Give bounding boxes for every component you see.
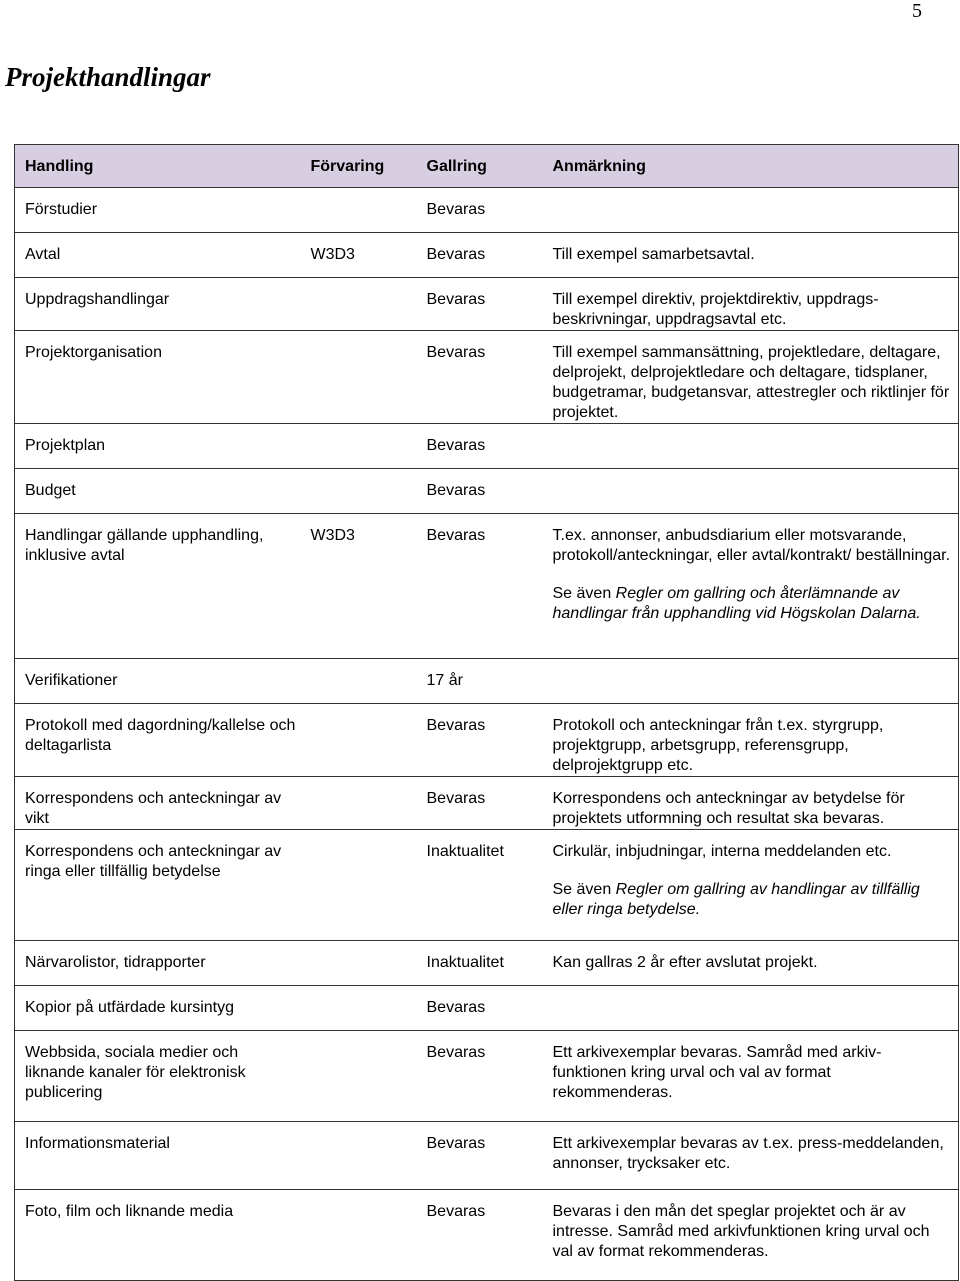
cell-handling xyxy=(15,424,301,469)
header-anmarkning: Anmärkning xyxy=(543,145,959,188)
cell-forvaring-text: W3D3 xyxy=(310,527,355,544)
cell-handling-text: Verifikationer xyxy=(25,672,118,689)
table-row xyxy=(15,514,959,659)
cell-gallring-text: Bevaras xyxy=(426,999,486,1016)
cell-handling-text: Handlingar gällande upphandling, inklusive avtal xyxy=(25,527,264,564)
cell-gallring-text: Bevaras xyxy=(426,437,486,454)
cell-handling xyxy=(15,233,301,278)
cell-anmarkning-text: Ett arkivexemplar bevaras av t.ex. press-meddelanden, annonser, trycksaker etc. xyxy=(552,1135,944,1172)
cell-handling xyxy=(15,830,301,941)
page-number: 5 xyxy=(912,0,922,22)
cell-anmarkning-text: Till exempel samarbetsavtal. xyxy=(552,246,755,263)
cell-anmarkning xyxy=(543,424,959,469)
note-spacer xyxy=(553,566,955,584)
page-title: Projekthandlingar xyxy=(5,62,211,92)
cell-gallring xyxy=(417,1190,543,1281)
cell-anmarkning xyxy=(543,1190,959,1281)
table-row xyxy=(15,233,959,278)
cell-anmarkning xyxy=(543,941,959,986)
records-table xyxy=(14,144,959,1281)
cell-gallring xyxy=(417,1031,543,1122)
cell-gallring xyxy=(417,331,543,424)
cell-anmarkning-text: Ett arkivexemplar bevaras. Samråd med arkiv-funktionen kring urval och val av format rekommenderas. xyxy=(552,1044,882,1101)
cell-handling xyxy=(15,1122,301,1190)
cell-anmarkning xyxy=(543,1122,959,1190)
cell-handling-text: Foto, film och liknande media xyxy=(25,1203,234,1220)
cell-gallring xyxy=(417,469,543,514)
cell-handling xyxy=(15,777,301,830)
cell-handling-text: Webbsida, sociala medier och liknande kanaler för elektronisk publicering xyxy=(25,1044,246,1101)
cell-gallring-text: Inaktualitet xyxy=(426,843,504,860)
table-header-row xyxy=(15,145,959,188)
cell-gallring-text: Bevaras xyxy=(426,1203,486,1220)
cell-handling-text: Projektorganisation xyxy=(25,344,162,361)
cell-anmarkning xyxy=(543,986,959,1031)
see-also-prefix: Se även xyxy=(552,585,616,602)
cell-gallring xyxy=(417,424,543,469)
cell-handling-text: Förstudier xyxy=(25,201,98,218)
cell-anmarkning xyxy=(543,1031,959,1122)
cell-gallring xyxy=(417,278,543,331)
cell-forvaring xyxy=(301,830,417,941)
see-also-note xyxy=(553,880,955,920)
cell-gallring xyxy=(417,777,543,830)
cell-anmarkning xyxy=(543,188,959,233)
see-also-note xyxy=(553,584,955,624)
cell-gallring xyxy=(417,941,543,986)
cell-handling xyxy=(15,469,301,514)
cell-handling xyxy=(15,986,301,1031)
cell-handling-text: Protokoll med dagordning/kallelse och deltagarlista xyxy=(25,717,296,754)
cell-handling xyxy=(15,1031,301,1122)
cell-forvaring xyxy=(301,424,417,469)
cell-anmarkning xyxy=(543,278,959,331)
cell-forvaring xyxy=(301,1031,417,1122)
cell-handling xyxy=(15,188,301,233)
cell-handling xyxy=(15,941,301,986)
cell-forvaring xyxy=(301,1190,417,1281)
cell-gallring-text: Bevaras xyxy=(426,1135,486,1152)
cell-anmarkning-text: Protokoll och anteckningar från t.ex. styrgrupp, projektgrupp, arbetsgrupp, referensgrupp, delprojektgrupp etc. xyxy=(552,717,884,774)
cell-gallring-text: Bevaras xyxy=(426,291,486,308)
table-row xyxy=(15,188,959,233)
header-gallring: Gallring xyxy=(417,145,543,188)
note-spacer xyxy=(553,862,955,880)
cell-handling-text: Korrespondens och anteckningar av ringa eller tillfällig betydelse xyxy=(25,843,282,880)
see-also-prefix: Se även xyxy=(552,881,616,898)
cell-gallring-text: Bevaras xyxy=(426,201,486,218)
cell-anmarkning-text: Till exempel direktiv, projektdirektiv, uppdrags-beskrivningar, uppdragsavtal etc. xyxy=(552,291,879,328)
cell-gallring xyxy=(417,986,543,1031)
cell-handling-text: Korrespondens och anteckningar av vikt xyxy=(25,790,282,827)
cell-handling xyxy=(15,704,301,777)
cell-gallring xyxy=(417,233,543,278)
cell-anmarkning xyxy=(543,830,959,941)
table-row xyxy=(15,331,959,424)
see-also-reference: Regler om gallring av handlingar av tillfällig eller ringa betydelse. xyxy=(552,881,920,918)
cell-handling-text: Projektplan xyxy=(25,437,106,454)
cell-anmarkning xyxy=(543,704,959,777)
cell-handling-text: Kopior på utfärdade kursintyg xyxy=(25,999,235,1016)
cell-anmarkning-text: Till exempel sammansättning, projektledare, deltagare, delprojekt, delprojektledare och deltagare, tidsplaner, budgetramar, budgetansvar, attestregler och riktlinjer för projektet. xyxy=(552,344,950,421)
cell-handling xyxy=(15,659,301,704)
cell-gallring-text: Bevaras xyxy=(426,790,486,807)
cell-gallring xyxy=(417,659,543,704)
cell-handling-text: Avtal xyxy=(25,246,61,263)
table-row xyxy=(15,830,959,941)
cell-forvaring xyxy=(301,659,417,704)
cell-gallring xyxy=(417,704,543,777)
cell-anmarkning-text: Bevaras i den mån det speglar projektet och är av intresse. Samråd med arkivfunktionen kring urval och val av format rekommenderas. xyxy=(552,1203,930,1260)
cell-gallring-text: Bevaras xyxy=(426,482,486,499)
cell-forvaring xyxy=(301,1122,417,1190)
table-row xyxy=(15,1122,959,1190)
header-forvaring: Förvaring xyxy=(301,145,417,188)
cell-gallring-text: Bevaras xyxy=(426,717,486,734)
cell-handling xyxy=(15,1190,301,1281)
table-row xyxy=(15,941,959,986)
cell-gallring xyxy=(417,830,543,941)
header-handling: Handling xyxy=(15,145,301,188)
cell-anmarkning xyxy=(543,659,959,704)
cell-anmarkning-text: Cirkulär, inbjudningar, interna meddelanden etc. xyxy=(552,843,892,860)
cell-forvaring xyxy=(301,331,417,424)
cell-gallring-text: Bevaras xyxy=(426,1044,486,1061)
cell-forvaring-text: W3D3 xyxy=(310,246,355,263)
table-row xyxy=(15,278,959,331)
cell-gallring xyxy=(417,1122,543,1190)
cell-forvaring xyxy=(301,188,417,233)
cell-forvaring xyxy=(301,941,417,986)
cell-anmarkning xyxy=(543,777,959,830)
cell-forvaring xyxy=(301,514,417,659)
table-row xyxy=(15,1031,959,1122)
cell-forvaring xyxy=(301,777,417,830)
cell-forvaring xyxy=(301,986,417,1031)
cell-gallring-text: Bevaras xyxy=(426,527,486,544)
table-row xyxy=(15,424,959,469)
cell-handling-text: Budget xyxy=(25,482,76,499)
cell-handling xyxy=(15,331,301,424)
cell-handling xyxy=(15,514,301,659)
table-row xyxy=(15,704,959,777)
cell-forvaring xyxy=(301,278,417,331)
cell-forvaring xyxy=(301,469,417,514)
cell-anmarkning xyxy=(543,514,959,659)
cell-anmarkning-text: Kan gallras 2 år efter avslutat projekt. xyxy=(552,954,818,971)
table-row xyxy=(15,469,959,514)
table-row xyxy=(15,777,959,830)
cell-anmarkning xyxy=(543,469,959,514)
cell-forvaring xyxy=(301,233,417,278)
cell-gallring-text: Inaktualitet xyxy=(426,954,504,971)
cell-gallring xyxy=(417,188,543,233)
cell-gallring-text: Bevaras xyxy=(426,246,486,263)
cell-anmarkning xyxy=(543,331,959,424)
cell-gallring-text: 17 år xyxy=(426,672,463,689)
table-row xyxy=(15,659,959,704)
table-row xyxy=(15,986,959,1031)
cell-handling-text: Närvarolistor, tidrapporter xyxy=(25,954,206,971)
see-also-reference: Regler om gallring och återlämnande av handlingar från upphandling vid Högskolan Dalarna. xyxy=(552,585,921,622)
cell-anmarkning-text: T.ex. annonser, anbudsdiarium eller motsvarande, protokoll/anteckningar, eller avtal/kontrakt/ beställningar. xyxy=(552,527,951,564)
cell-handling-text: Informationsmaterial xyxy=(25,1135,170,1152)
cell-gallring-text: Bevaras xyxy=(426,344,486,361)
cell-handling xyxy=(15,278,301,331)
cell-forvaring xyxy=(301,704,417,777)
cell-gallring xyxy=(417,514,543,659)
table-row xyxy=(15,1190,959,1281)
cell-anmarkning xyxy=(543,233,959,278)
cell-anmarkning-text: Korrespondens och anteckningar av betydelse för projektets utformning och resultat ska bevaras. xyxy=(552,790,905,827)
cell-handling-text: Uppdragshandlingar xyxy=(25,291,170,308)
